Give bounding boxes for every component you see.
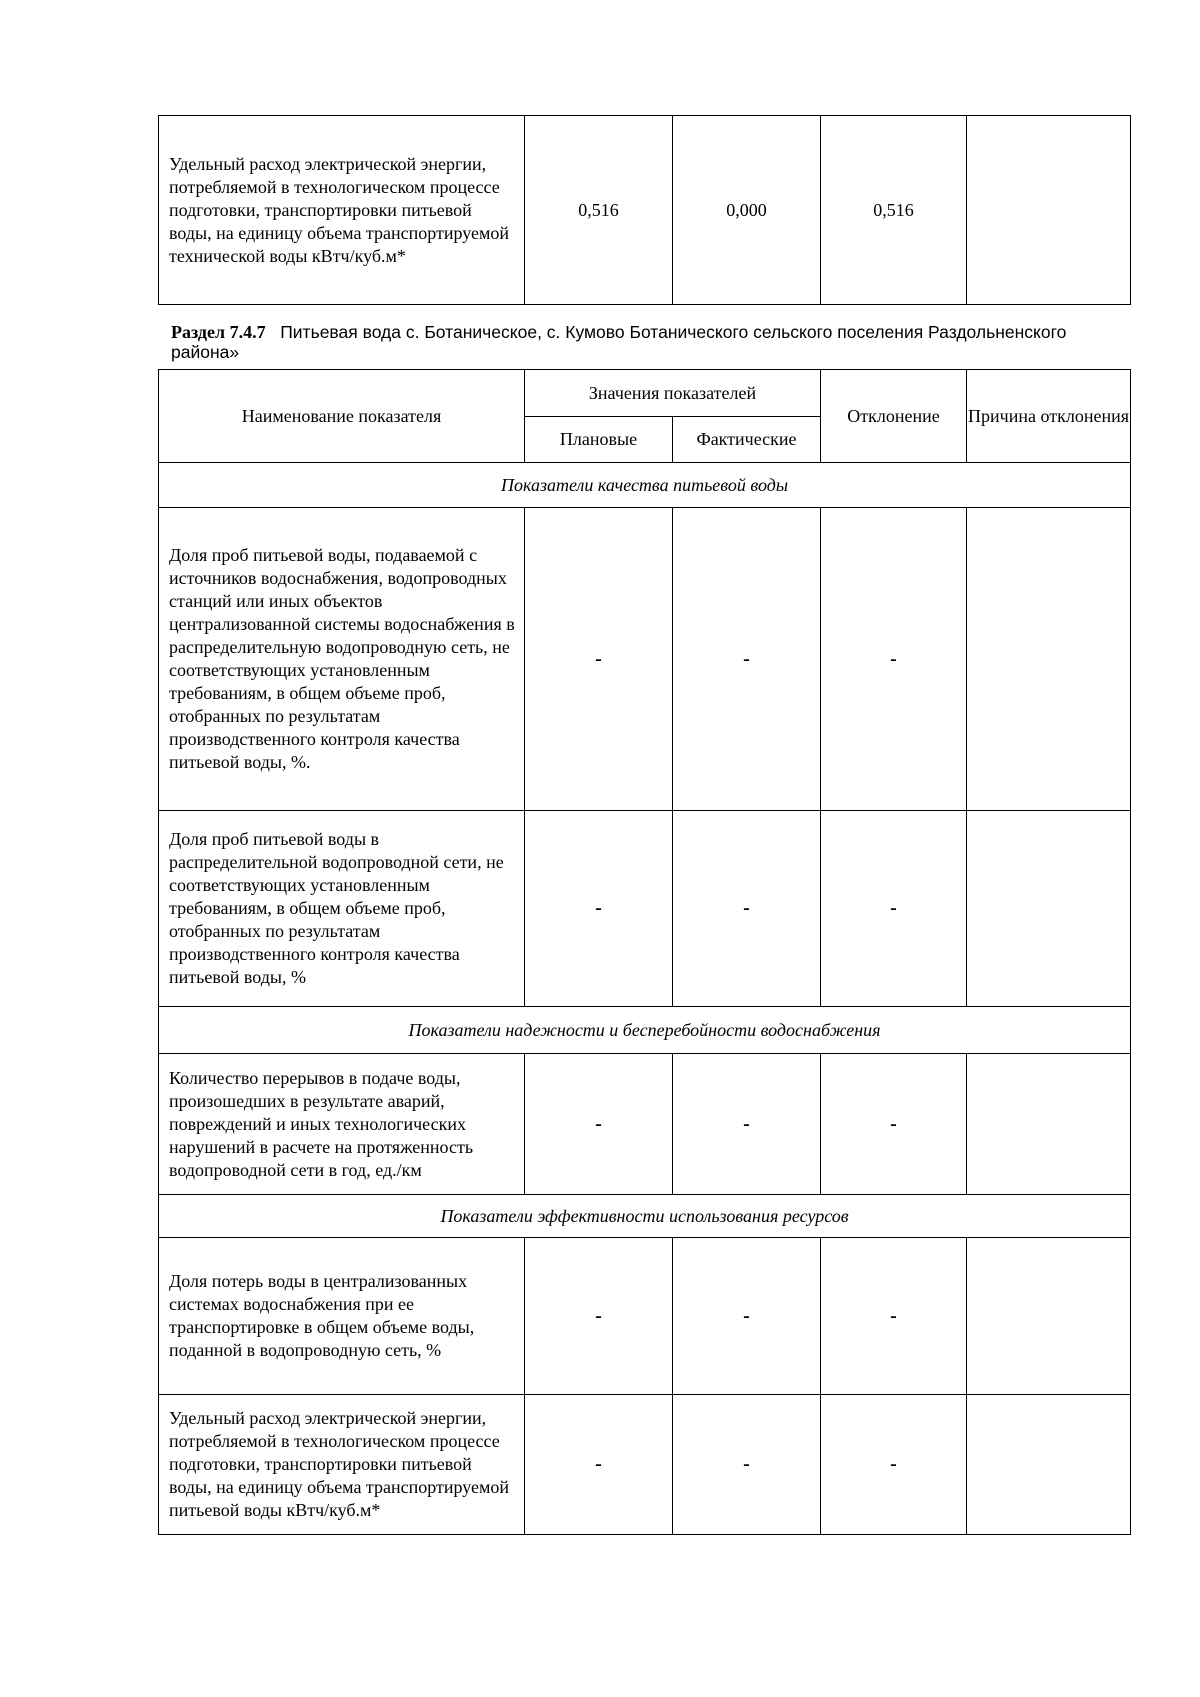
plan-value: -	[525, 1395, 673, 1535]
group-row	[159, 1007, 1131, 1054]
deviation-reason	[967, 1238, 1131, 1395]
table-row	[159, 508, 1131, 811]
header-name: Наименование показателя	[159, 370, 525, 463]
deviation-value: -	[821, 811, 967, 1007]
indicator-name: Доля проб питьевой воды в распределительной водопроводной сети, не соответствующих установленным требованиям, в общем объеме проб, отобранных по результатам производственного контроля качества питьевой воды, %	[159, 811, 525, 1007]
group-row	[159, 463, 1131, 508]
indicator-name: Доля потерь воды в централизованных системах водоснабжения при ее транспортировке в общем объеме воды, поданной в водопроводную сеть, %	[159, 1238, 525, 1395]
indicator-name: Количество перерывов в подаче воды, произошедших в результате аварий, повреждений и иных технологических нарушений в расчете на протяженность водопроводной сети в год, ед./км	[159, 1054, 525, 1195]
header-row	[159, 370, 1131, 417]
plan-value: -	[525, 811, 673, 1007]
table-row	[159, 1054, 1131, 1195]
header-deviation: Отклонение	[821, 370, 967, 463]
deviation-value: -	[821, 1395, 967, 1535]
deviation-reason	[967, 811, 1131, 1007]
continued-indicators-table	[158, 115, 1131, 305]
deviation-reason	[967, 1395, 1131, 1535]
group-row	[159, 1195, 1131, 1238]
header-reason: Причина отклонения	[967, 370, 1131, 463]
deviation-value: -	[821, 1238, 967, 1395]
group-title: Показатели качества питьевой воды	[159, 463, 1131, 508]
section-number: Раздел 7.4.7	[171, 322, 266, 342]
plan-value: -	[525, 1054, 673, 1195]
table-row	[159, 1238, 1131, 1395]
indicator-name: Удельный расход электрической энергии, потребляемой в технологическом процессе подготовки, транспортировки питьевой воды, на единицу объема транспортируемой технической воды кВтч/куб.м*	[159, 116, 525, 305]
header-values: Значения показателей	[525, 370, 821, 417]
deviation-reason	[967, 116, 1131, 305]
section-title: Питьевая вода с. Ботаническое, с. Кумово Ботанического сельского поселения Раздольненского района»	[171, 322, 1067, 362]
deviation-value: -	[821, 508, 967, 811]
table-row	[159, 1395, 1131, 1535]
deviation-value: -	[821, 1054, 967, 1195]
indicator-name: Доля проб питьевой воды, подаваемой с источников водоснабжения, водопроводных станций или иных объектов централизованной системы водоснабжения в распределительную водопроводную сеть, не соответствующих установленным требованиям, в общем объеме проб, отобранных по результатам производственного контроля качества питьевой воды, %.	[159, 508, 525, 811]
section-heading	[171, 322, 1121, 362]
header-fact: Фактические	[673, 417, 821, 463]
table-row	[159, 116, 1131, 305]
indicator-name: Удельный расход электрической энергии, потребляемой в технологическом процессе подготовки, транспортировки питьевой воды, на единицу объема транспортируемой питьевой воды кВтч/куб.м*	[159, 1395, 525, 1535]
fact-value: -	[673, 508, 821, 811]
deviation-reason	[967, 508, 1131, 811]
fact-value: -	[673, 811, 821, 1007]
group-title: Показатели эффективности использования ресурсов	[159, 1195, 1131, 1238]
fact-value: 0,000	[673, 116, 821, 305]
fact-value: -	[673, 1395, 821, 1535]
deviation-reason	[967, 1054, 1131, 1195]
plan-value: -	[525, 1238, 673, 1395]
fact-value: -	[673, 1238, 821, 1395]
group-title: Показатели надежности и бесперебойности водоснабжения	[159, 1007, 1131, 1054]
header-plan: Плановые	[525, 417, 673, 463]
plan-value: -	[525, 508, 673, 811]
plan-value: 0,516	[525, 116, 673, 305]
table-row	[159, 811, 1131, 1007]
fact-value: -	[673, 1054, 821, 1195]
indicators-table	[158, 369, 1131, 1535]
deviation-value: 0,516	[821, 116, 967, 305]
